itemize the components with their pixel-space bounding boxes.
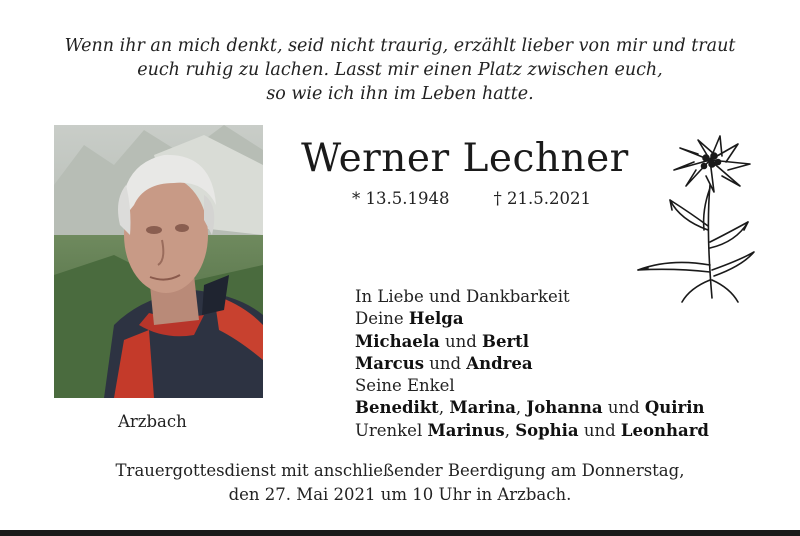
family-line-6: Benedikt, Marina, Johanna und Quirin (355, 398, 705, 418)
family-line-5: Seine Enkel (355, 376, 455, 396)
service-line-1: Trauergottesdienst mit anschließender Beerdigung am Donnerstag, (115, 461, 685, 480)
life-dates (352, 189, 591, 208)
family-line-4: Marcus und Andrea (355, 353, 533, 373)
portrait-photo (54, 125, 263, 398)
service-line-2: den 27. Mai 2021 um 10 Uhr in Arzbach. (228, 485, 572, 504)
place-of-residence: Arzbach (118, 412, 187, 431)
family-line-1: In Liebe und Dankbarkeit (355, 287, 570, 306)
funeral-service-info (80, 459, 720, 507)
edelweiss-icon (630, 130, 760, 305)
quote-line-2: euch ruhig zu lachen. Lasst mir einen Platz zwischen euch, (137, 60, 663, 80)
quote-line-1: Wenn ihr an mich denkt, seid nicht traurig, erzählt lieber von mir und traut (64, 36, 736, 56)
family-line-3: Michaela und Bertl (355, 331, 530, 351)
birth-date: * 13.5.1948 (352, 189, 450, 208)
family-mourners (355, 286, 709, 442)
memorial-quote (60, 34, 740, 106)
deceased-name: Werner Lechner (301, 136, 629, 181)
death-date: † 21.5.2021 (493, 189, 591, 208)
bottom-border (0, 530, 800, 536)
family-line-2: Deine Helga (355, 309, 464, 329)
quote-line-3: so wie ich ihn im Leben hatte. (266, 84, 534, 104)
family-line-7: Urenkel Marinus, Sophia und Leonhard (355, 420, 709, 440)
